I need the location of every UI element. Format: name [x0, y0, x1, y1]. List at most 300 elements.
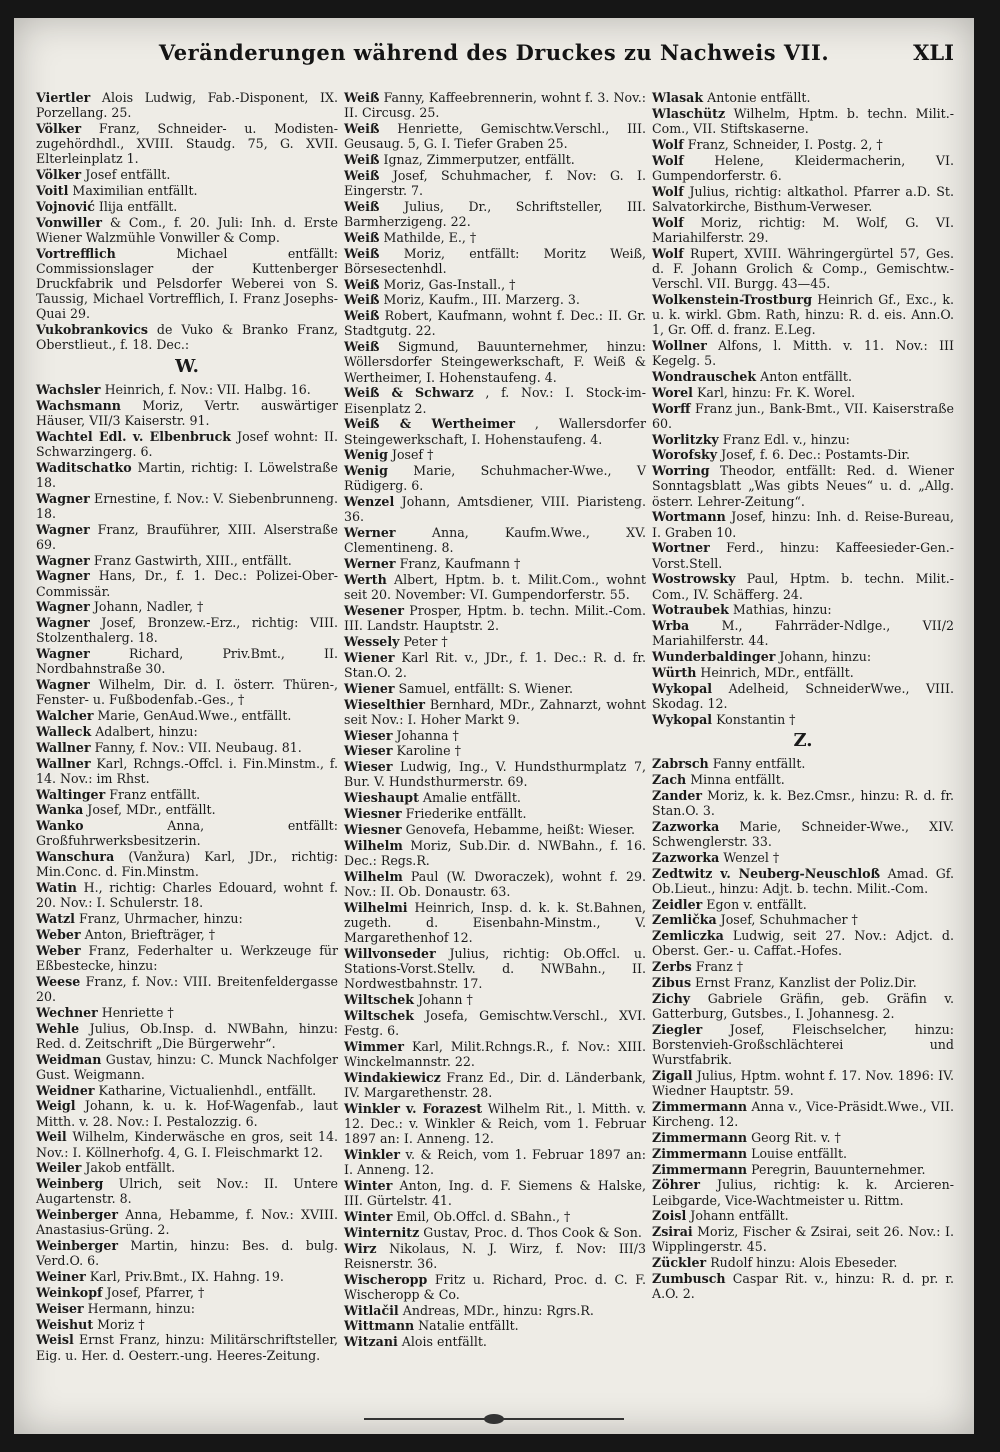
- entry-text: Franz, Brauführer, XIII. Alserstraße 69.: [36, 521, 338, 552]
- entry-text: Amalie entfällt.: [422, 790, 521, 806]
- entry-name: Wiener: [344, 680, 395, 696]
- entry-text: Moriz †: [97, 1316, 145, 1332]
- entry-text: Marie, Schuhmacher-Wwe., V Rüdigerg. 6.: [344, 463, 646, 494]
- directory-entry: [344, 339, 646, 385]
- entry-name: Wagner: [36, 568, 90, 584]
- directory-entry: [36, 1207, 338, 1237]
- entry-text: Anna, Hebamme, f. Nov.: XVIII. Anastasius-Grüng. 2.: [36, 1207, 338, 1238]
- entry-text: Fanny, Kaffeebrennerin, wohnt f. 3. Nov.: II. Circusg. 25.: [344, 90, 646, 121]
- entry-text: Ludwig, seit 27. Nov.: Adjct. d. Oberst. Ger.- u. Caffat.-Hofes.: [652, 928, 954, 959]
- entry-name: Vonwiller: [36, 214, 103, 230]
- entry-text: Karl, Priv.Bmt., IX. Hahng. 19.: [89, 1269, 284, 1285]
- entry-name: Weiß: [344, 339, 380, 355]
- directory-entry: [36, 568, 338, 598]
- entry-text: Natalie entfällt.: [418, 1318, 519, 1334]
- directory-entry: [652, 959, 954, 974]
- directory-entry: [344, 650, 646, 680]
- directory-entry: [652, 1146, 954, 1161]
- entry-text: Josefa, Gemischtw.Verschl., XVI. Festg. 6.: [344, 1007, 646, 1038]
- entry-name: Winkler: [344, 1146, 401, 1162]
- directory-entry: [36, 1176, 338, 1206]
- directory-entry: [344, 869, 646, 899]
- entry-name: Wenzel: [344, 494, 395, 510]
- directory-entry: [344, 463, 646, 493]
- entry-text: Konstantin †: [716, 711, 796, 727]
- entry-name: Ziegler: [652, 1021, 703, 1037]
- entry-name: Wanka: [36, 802, 84, 818]
- entry-name: Wiesner: [344, 821, 402, 837]
- entry-name: Wykopal: [652, 711, 713, 727]
- directory-entry: [344, 230, 646, 245]
- entry-text: Anna, entfällt: Großfuhrwerksbesitzerin.: [36, 818, 338, 849]
- directory-entry: [344, 246, 646, 276]
- entry-name: Wortner: [652, 540, 710, 556]
- entry-name: Wilhelm: [344, 868, 403, 884]
- entry-name: Zach: [652, 771, 687, 787]
- entry-name: Wimmer: [344, 1038, 405, 1054]
- directory-entry: [344, 90, 646, 120]
- entry-text: (Vanžura) Karl, JDr., richtig: Min.Conc. d. Fin.Minstm.: [36, 849, 338, 880]
- entry-name: Waditschatko: [36, 459, 132, 475]
- directory-entry: [36, 740, 338, 755]
- entry-name: Wachtel Edl. v. Elbenbruck: [36, 428, 232, 444]
- entry-name: Weiß: [344, 90, 380, 105]
- entry-text: , f. Nov.: I. Stock-im-Eisenplatz 2.: [344, 385, 647, 416]
- directory-entry: [344, 447, 646, 462]
- entry-text: Hans, Dr., f. 1. Dec.: Polizei-Ober-Commissär.: [36, 568, 338, 599]
- directory-entry: [652, 106, 954, 136]
- entry-text: Michael entfällt: Commissionslager der Kuttenberger Druckfabrik und Pelsdorfer Weberei von S. Taussig, Michael Vortrefflich, I. Franz Josephs-Quai 29.: [36, 245, 338, 322]
- entry-name: Weinberger: [36, 1238, 118, 1254]
- directory-entry: [36, 818, 338, 848]
- directory-entry: [652, 571, 954, 601]
- entry-text: Wilhelm, Dir. d. I. österr. Thüren-, Fenster- u. Fußbodenfab.-Ges., †: [36, 677, 338, 708]
- entry-name: Wehle: [36, 1020, 80, 1036]
- entry-name: Zoisl: [652, 1208, 687, 1224]
- entry-text: Karl Rit. v., JDr., f. 1. Dec.: R. d. fr. Stan.O. 2.: [344, 649, 646, 680]
- directory-entry: [652, 292, 954, 338]
- entry-name: Weishut: [36, 1316, 94, 1332]
- entry-text: Georg Rit. v. †: [751, 1129, 841, 1145]
- entry-name: Witlačil: [344, 1302, 399, 1318]
- directory-entry: [344, 1178, 646, 1208]
- directory-entry: [344, 121, 646, 151]
- directory-entry: [652, 1255, 954, 1270]
- entry-text: Moriz, Kaufm., III. Marzerg. 3.: [383, 292, 580, 308]
- entry-name: Winter: [344, 1208, 393, 1224]
- directory-entry: [344, 1147, 646, 1177]
- entry-text: Theodor, entfällt: Red. d. Wiener Sonntagsblatt „Was gibts Neues“ u. d. „Allg. österr. Lehrer-Zeitung“.: [652, 463, 954, 509]
- entry-name: Wotraubek: [652, 602, 729, 618]
- entry-name: Wallner: [36, 739, 91, 755]
- entry-text: Johann, hinzu:: [779, 649, 872, 665]
- directory-entry: [652, 819, 954, 849]
- directory-entry: [36, 1129, 338, 1159]
- entry-text: Josef, Bronzew.-Erz., richtig: VIII. Stolzenthalerg. 18.: [36, 615, 338, 646]
- directory-entry: [344, 790, 646, 805]
- entry-text: H., richtig: Charles Edouard, wohnt f. 20. Nov.: I. Schulerstr. 18.: [36, 880, 338, 911]
- entry-text: Rupert, XVIII. Währingergürtel 57, Ges. d. F. Johann Grolich & Comp., Gemischtw.-Verschl. VII. Burgg. 43—45.: [652, 245, 954, 291]
- entry-text: Franz, Schneider, I. Postg. 2, †: [687, 136, 883, 152]
- entry-name: Wilhelmi: [344, 899, 408, 915]
- directory-entry: [652, 447, 954, 462]
- directory-entry: [652, 540, 954, 570]
- entry-name: Walleck: [36, 724, 92, 739]
- entry-name: Zander: [652, 787, 702, 803]
- directory-entry: [344, 1272, 646, 1302]
- entry-name: Worel: [652, 384, 693, 400]
- directory-entry: [36, 460, 338, 490]
- entry-text: Wilhelm, Kinderwäsche en gros, seit 14. Nov.: I. Köllnerhofg. 4, G. I. Fleischmarkt 12.: [36, 1129, 338, 1160]
- directory-entry: [344, 822, 646, 837]
- entry-text: Adalbert, hinzu:: [95, 724, 198, 739]
- entry-text: Prosper, Hptm. b. techn. Milit.-Com. III. Landstr. Hauptstr. 2.: [344, 602, 646, 634]
- entry-name: Weber: [36, 942, 81, 958]
- entry-name: Zichy: [652, 990, 691, 1006]
- directory-entry: [652, 897, 954, 912]
- entry-name: Weiß: [344, 245, 380, 261]
- entry-text: Minna entfällt.: [690, 771, 785, 787]
- entry-name: Weil: [36, 1129, 67, 1145]
- entry-name: Zabrsch: [652, 756, 709, 772]
- directory-entry: [344, 1225, 646, 1240]
- entry-text: Fritz u. Richard, Proc. d. C. F. Wischeropp & Co.: [344, 1271, 646, 1302]
- directory-entry: [36, 553, 338, 568]
- entry-name: Winternitz: [344, 1224, 420, 1240]
- directory-entry: [36, 183, 338, 198]
- entry-name: Viertler: [36, 90, 91, 105]
- entry-name: Zibus: [652, 974, 692, 990]
- entry-name: Vortrefflich: [36, 245, 116, 261]
- directory-entry: [652, 1224, 954, 1254]
- entry-text: Alois Ludwig, Fab.-Disponent, IX. Porzellang. 25.: [36, 90, 338, 121]
- entry-name: Wolf: [652, 245, 684, 261]
- directory-entry: [36, 1005, 338, 1020]
- entry-text: Anna, Kaufm.Wwe., XV. Clementineng. 8.: [344, 525, 646, 556]
- directory-entry: [344, 168, 646, 198]
- directory-entry: [36, 1332, 338, 1362]
- directory-entry: [344, 1101, 646, 1147]
- directory-entry: [36, 1098, 338, 1128]
- entry-text: Julius, richtig: k. k. Arcieren-Leibgarde, Vice-Wachtmeister u. Rittm.: [652, 1177, 954, 1208]
- entry-name: Witzani: [344, 1334, 398, 1350]
- entry-text: Johann †: [417, 991, 473, 1007]
- directory-entry: [36, 522, 338, 552]
- entry-name: Wagner: [36, 615, 90, 631]
- entry-name: Wondrauschek: [652, 369, 757, 384]
- entry-text: Marie, GenAud.Wwe., entfällt.: [97, 708, 292, 724]
- entry-text: Julius, Hptm. wohnt f. 17. Nov. 1896: IV. Wiedner Hauptstr. 59.: [652, 1067, 954, 1099]
- directory-entry: [652, 756, 954, 771]
- entry-text: Moriz, Fischer & Zsirai, seit 26. Nov.: I. Wipplingerstr. 45.: [652, 1224, 954, 1255]
- directory-entry: [36, 880, 338, 910]
- entry-name: Wrba: [652, 618, 690, 634]
- entry-name: Weiler: [36, 1160, 82, 1176]
- entry-name: Wesener: [344, 602, 405, 618]
- directory-entry: [652, 1177, 954, 1207]
- entry-text: Wenzel †: [723, 849, 780, 865]
- entry-text: Moriz, k. k. Bez.Cmsr., hinzu: R. d. fr. Stan.O. 3.: [652, 787, 954, 818]
- entry-name: Weiß & Schwarz: [344, 385, 474, 401]
- entry-text: Ernst Franz, Kanzlist der Poliz.Dir.: [695, 974, 917, 990]
- entry-text: Ilija entfällt.: [98, 198, 178, 214]
- directory-entry: [652, 184, 954, 214]
- entry-text: Franz entfällt.: [109, 786, 201, 802]
- entry-text: , Wallersdorfer Steingewerkschaft, I. Hohenstaufeng. 4.: [344, 416, 646, 447]
- entry-text: Julius, richtig: altkathol. Pfarrer a.D. St. Salvatorkirche, Bisthum-Verweser.: [652, 183, 954, 214]
- entry-name: Werth: [344, 571, 387, 587]
- entry-text: Robert, Kaufmann, wohnt f. Dec.: II. Gr. Stadtgutg. 22.: [344, 308, 646, 339]
- entry-text: Anton, Briefträger, †: [84, 926, 216, 942]
- directory-entry: [36, 382, 338, 397]
- entry-name: Wiltschek: [344, 1007, 414, 1023]
- directory-entry: [36, 322, 338, 352]
- directory-entry: [344, 603, 646, 633]
- entry-name: Wischeropp: [344, 1271, 428, 1287]
- entry-text: & Com., f. 20. Juli: Inh. d. Erste Wiener Walzmühle Vonwiller & Comp.: [36, 214, 338, 245]
- entry-text: Ignaz, Zimmerputzer, entfällt.: [383, 152, 575, 167]
- directory-entry: [344, 900, 646, 946]
- entry-name: Weiß: [344, 121, 380, 136]
- directory-entry: [344, 806, 646, 821]
- entry-text: Anton entfällt.: [760, 369, 852, 384]
- entry-text: Adelheid, SchneiderWwe., VIII. Skodag. 12.: [652, 680, 954, 711]
- entry-text: de Vuko & Branko Franz, Oberstlieut., f. 18. Dec.:: [36, 322, 338, 353]
- entry-name: Zückler: [652, 1255, 707, 1271]
- entry-text: Nikolaus, N. J. Wirz, f. Nov: III/3 Reisnerstr. 36.: [344, 1240, 646, 1271]
- entry-name: Zazworka: [652, 818, 720, 834]
- entry-name: Zerbs: [652, 959, 692, 975]
- entry-text: Heinrich Gf., Exc., k. u. k. wirkl. Gbm. Rath, hinzu: R. d. eis. Ann.O. 1, Gr. Off. d. franz. E.Leg.: [652, 291, 954, 338]
- entry-name: Wittmann: [344, 1318, 415, 1334]
- entry-name: Wenig: [344, 463, 388, 479]
- directory-entry: [652, 369, 954, 384]
- entry-text: Ernst Franz, hinzu: Militärschriftsteller, Eig. u. Her. d. Oesterr.-ung. Heeres-Zeitung.: [36, 1332, 338, 1363]
- entry-name: Wortmann: [652, 509, 726, 525]
- entry-name: Weiser: [36, 1300, 84, 1316]
- directory-entry: [652, 912, 954, 927]
- directory-entry: [36, 90, 338, 120]
- entry-name: Watzl: [36, 911, 75, 927]
- entry-name: Wagner: [36, 521, 90, 537]
- directory-entry: [652, 215, 954, 245]
- entry-text: Friederike entfällt.: [405, 805, 527, 821]
- entry-name: Weisl: [36, 1332, 74, 1348]
- entry-name: Weiß: [344, 152, 380, 167]
- entry-name: Wanko: [36, 818, 84, 834]
- entry-name: Waltinger: [36, 786, 106, 802]
- entry-name: Zeidler: [652, 896, 703, 912]
- entry-name: Wlasak: [652, 90, 704, 105]
- section-heading: Z.: [793, 729, 813, 751]
- entry-text: Moriz, entfällt: Moritz Weiß, Börsesectenhdl.: [344, 245, 646, 276]
- directory-entry: [652, 385, 954, 400]
- directory-entry: [344, 759, 646, 789]
- directory-entry: [652, 772, 954, 787]
- entry-text: Louise entfällt.: [751, 1145, 848, 1161]
- directory-entry: [652, 649, 954, 664]
- directory-entry: [344, 1334, 646, 1349]
- entry-name: Wechner: [36, 1004, 98, 1020]
- footer-ornament: [364, 1418, 624, 1420]
- directory-page: [14, 18, 974, 1434]
- entry-text: Moriz, Gas-Install., †: [383, 276, 516, 292]
- entry-name: Wolkenstein-Trostburg: [652, 291, 812, 307]
- directory-entry: [36, 1285, 338, 1300]
- entry-text: Josef, Pfarrer, †: [106, 1284, 205, 1300]
- directory-entry: [36, 911, 338, 926]
- entry-text: Josef, f. 6. Dec.: Postamts-Dir.: [721, 447, 911, 463]
- entry-text: Franz, Kaufmann †: [399, 556, 521, 572]
- entry-name: Weinberg: [36, 1176, 104, 1192]
- entry-name: Weese: [36, 973, 81, 989]
- directory-entry: [652, 1022, 954, 1068]
- entry-text: Paul (W. Dworaczek), wohnt f. 29. Nov.: II. Ob. Donaustr. 63.: [344, 868, 646, 899]
- entry-text: Josef, Schuhmacher, f. Nov: G. I. Eingerstr. 7.: [344, 167, 647, 198]
- directory-entry: [652, 338, 954, 368]
- page-title: Veränderungen während des Druckes zu Nachweis VII.: [158, 40, 830, 65]
- directory-entry: [652, 665, 954, 680]
- entry-text: Egon v. entfällt.: [706, 896, 807, 912]
- entry-text: Martin, richtig: I. Löwelstraße 18.: [36, 459, 338, 490]
- directory-entry: [36, 1083, 338, 1098]
- entry-text: Josef, Schuhmacher †: [720, 912, 858, 928]
- entry-name: Willvonseder: [344, 945, 436, 961]
- column-left: [36, 90, 338, 1363]
- directory-entry: [36, 646, 338, 676]
- entry-text: Gustav, hinzu: C. Munck Nachfolger Gust. Weigmann.: [36, 1051, 338, 1082]
- entry-text: Ulrich, seit Nov.: II. Untere Augartenstr. 8.: [36, 1176, 338, 1207]
- directory-entry: [652, 153, 954, 183]
- section-heading: W.: [175, 355, 199, 377]
- entry-name: Zöhrer: [652, 1177, 701, 1193]
- directory-entry: [344, 946, 646, 992]
- entry-name: Weiß: [344, 167, 380, 183]
- directory-entry: [652, 509, 954, 539]
- entry-text: Johann entfällt.: [690, 1208, 789, 1224]
- entry-text: Peregrin, Bauunternehmer.: [751, 1161, 926, 1177]
- entry-name: Weidner: [36, 1082, 95, 1098]
- directory-entry: [344, 1209, 646, 1224]
- entry-name: Zedtwitz v. Neuberg-Neuschloß: [652, 865, 881, 881]
- entry-name: Wieser: [344, 743, 393, 759]
- directory-entry: [36, 849, 338, 879]
- entry-name: Wagner: [36, 552, 90, 568]
- entry-text: Julius, richtig: Ob.Offcl. u. Stations-Vorst.Stellv. d. NWBahn., II. Nordwestbahnstr. 17.: [344, 945, 646, 992]
- entry-text: Henriette †: [101, 1004, 174, 1020]
- entry-text: Alois entfällt.: [401, 1334, 487, 1350]
- entry-text: Caspar Rit. v., hinzu: R. d. pr. r. A.O. 2.: [652, 1270, 954, 1302]
- column-middle: [344, 90, 646, 1350]
- directory-entry: [652, 246, 954, 292]
- entry-name: Walcher: [36, 708, 94, 724]
- directory-entry: [652, 681, 954, 711]
- entry-text: Julius, Dr., Schriftsteller, III. Barmherzigeng. 22.: [344, 198, 646, 229]
- entry-text: Franz, Federhalter u. Werkzeuge für Eßbestecke, hinzu:: [36, 942, 338, 973]
- entry-name: Zigall: [652, 1067, 693, 1083]
- entry-text: Amad. Gf. Ob.Lieut., hinzu: Adjt. b. techn. Milit.-Com.: [652, 865, 955, 896]
- entry-text: Karl, Milit.Rchngs.R., f. Nov.: XIII. Winckelmannstr. 22.: [344, 1038, 647, 1069]
- entry-name: Zemlička: [652, 912, 717, 928]
- entry-text: Moriz, richtig: M. Wolf, G. VI. Mariahilferstr. 29.: [652, 214, 954, 245]
- entry-text: Katharine, Victualienhdl., entfällt.: [98, 1082, 317, 1098]
- entry-text: Josef entfällt.: [85, 167, 171, 183]
- entry-text: Albert, Hptm. b. t. Milit.Com., wohnt seit 20. November: VI. Gumpendorferstr. 55.: [344, 571, 646, 603]
- entry-name: Weber: [36, 926, 81, 942]
- entry-name: Winkler v. Forazest: [344, 1100, 483, 1116]
- directory-entry: [36, 1269, 338, 1284]
- directory-entry: [36, 787, 338, 802]
- entry-name: Wolf: [652, 152, 684, 168]
- entry-text: Johann, k. u. k. Hof-Wagenfab., laut Mitth. v. 28. Nov.: I. Pestalozzig. 6.: [36, 1098, 338, 1129]
- entry-text: Alfons, l. Mitth. v. 11. Nov.: III Kegelg. 5.: [652, 338, 954, 369]
- entry-text: Helene, Kleidermacherin, VI. Gumpendorferstr. 6.: [652, 152, 954, 183]
- entry-name: Wanschura: [36, 849, 115, 865]
- directory-entry: [36, 429, 338, 459]
- entry-text: Andreas, MDr., hinzu: Rgrs.R.: [402, 1302, 594, 1318]
- entry-name: Weiß: [344, 198, 380, 214]
- entry-text: Josef, MDr., entfällt.: [87, 802, 216, 818]
- directory-entry: [36, 491, 338, 521]
- entry-text: Fanny entfällt.: [712, 756, 806, 772]
- entry-text: Richard, Priv.Bmt., II. Nordbahnstraße 30.: [36, 646, 338, 677]
- entry-text: Ernestine, f. Nov.: V. Siebenbrunneng. 18.: [36, 490, 338, 521]
- directory-entry: [36, 1052, 338, 1082]
- entry-name: Wagner: [36, 599, 90, 615]
- entry-name: Winter: [344, 1177, 393, 1193]
- directory-entry: [652, 137, 954, 152]
- entry-name: Wollner: [652, 338, 707, 353]
- entry-name: Weiß: [344, 276, 380, 292]
- directory-entry: [344, 1303, 646, 1318]
- entry-text: Franz Edl. v., hinzu:: [722, 431, 850, 447]
- entry-name: Weinberger: [36, 1207, 118, 1223]
- directory-entry: [36, 1160, 338, 1175]
- entry-name: Wiesner: [344, 805, 402, 821]
- directory-entry: [652, 401, 954, 431]
- entry-text: Moriz, Sub.Dir. d. NWBahn., f. 16. Dec.: Regs.R.: [344, 837, 646, 868]
- directory-entry: [36, 167, 338, 182]
- entry-name: Weiß: [344, 308, 380, 324]
- directory-entry: [652, 602, 954, 617]
- directory-entry: [344, 1070, 646, 1100]
- entry-text: Wilhelm Rit., l. Mitth. v. 12. Dec.: v. Winkler & Reich, vom 1. Februar 1897 an: I. Anneng. 12.: [344, 1100, 646, 1147]
- directory-entry: [344, 1241, 646, 1271]
- entry-name: Wessely: [344, 633, 400, 649]
- directory-entry: [36, 943, 338, 973]
- directory-entry: [652, 432, 954, 447]
- directory-entry: [652, 1099, 954, 1129]
- entry-text: Franz, Uhrmacher, hinzu:: [78, 911, 243, 927]
- entry-text: Anton, Ing. d. F. Siemens & Halske, III. Gürtelstr. 41.: [344, 1177, 646, 1209]
- directory-entry: [652, 712, 954, 727]
- entry-name: Wachsler: [36, 381, 101, 397]
- entry-name: Völker: [36, 121, 82, 136]
- directory-entry: [652, 1068, 954, 1098]
- page-header: [14, 40, 974, 72]
- entry-text: Karoline †: [396, 743, 461, 759]
- entry-text: Franz Ed., Dir. d. Länderbank, IV. Margarethenstr. 28.: [344, 1069, 646, 1100]
- entry-name: Weiß & Wertheimer: [344, 416, 515, 432]
- entry-name: Wolf: [652, 183, 684, 199]
- entry-name: Weiß: [344, 292, 380, 308]
- entry-text: Paul, Hptm. b. techn. Milit.-Com., IV. Schäfferg. 24.: [652, 571, 954, 602]
- directory-entry: [344, 525, 646, 555]
- directory-entry: [652, 1208, 954, 1223]
- entry-text: Moriz, Vertr. auswärtiger Häuser, VII/3 Kaiserstr. 91.: [36, 397, 338, 428]
- entry-text: Hermann, hinzu:: [87, 1300, 196, 1316]
- directory-entry: [344, 572, 646, 602]
